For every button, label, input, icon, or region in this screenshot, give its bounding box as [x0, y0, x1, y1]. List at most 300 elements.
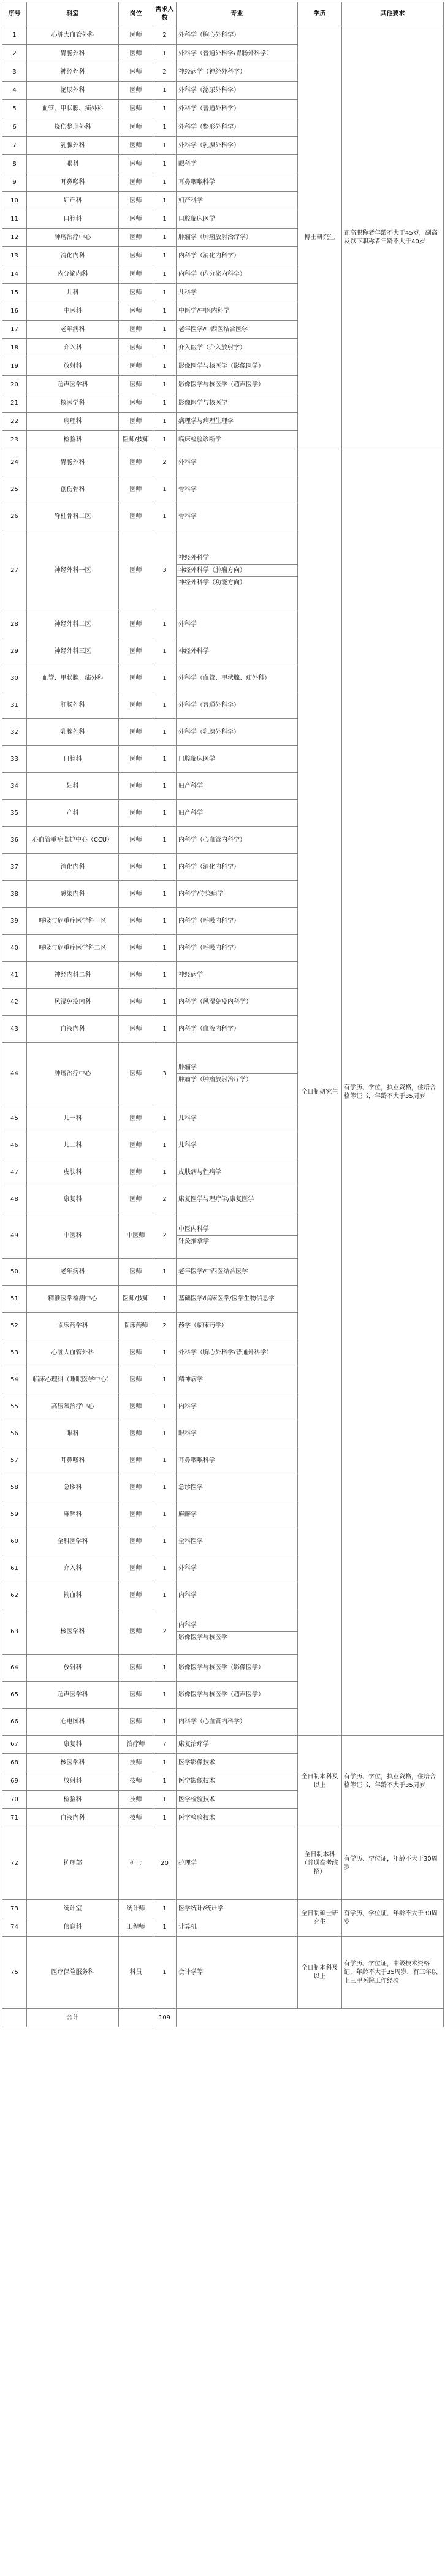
row-count: 2: [153, 26, 177, 45]
major-line: 临床检验诊断学: [178, 436, 221, 443]
row-number: 65: [2, 1682, 27, 1709]
total-count: 109: [153, 2009, 177, 2027]
row-count: 3: [153, 530, 177, 611]
requirements-cell: 正高职称者年龄不大于45岁，副高及以下职称者年龄不大于40岁: [342, 26, 444, 449]
row-department: 护理部: [27, 1827, 119, 1900]
row-count: 1: [153, 1918, 177, 1937]
row-post: 医师: [119, 1655, 153, 1682]
row-post: 医师: [119, 376, 153, 394]
row-major: [177, 1132, 298, 1159]
row-department: 妇科: [27, 773, 119, 800]
major-line: 皮肤病与性病学: [178, 1168, 221, 1176]
major-line: 老年医学/中西医结合医学: [178, 326, 248, 333]
row-major: [177, 989, 298, 1016]
row-department: 口腔科: [27, 210, 119, 229]
education-cell: 全日制本科（普通高考统招）: [298, 1827, 342, 1900]
row-number: 35: [2, 800, 27, 827]
total-label: 合计: [27, 2009, 119, 2027]
row-major: [177, 1582, 298, 1609]
row-major: [177, 1918, 298, 1937]
row-number: 48: [2, 1186, 27, 1213]
row-major: [177, 1213, 298, 1259]
row-major: [177, 229, 298, 247]
row-department: 神经外科一区: [27, 530, 119, 611]
row-number: 61: [2, 1555, 27, 1582]
requirements-cell: 有学历、学位，执业资格，住培合格等证书，年龄不大于35周岁: [342, 449, 444, 1736]
row-number: 38: [2, 881, 27, 908]
row-department: 烧伤整形外科: [27, 118, 119, 137]
row-count: 1: [153, 989, 177, 1016]
row-post: 医师: [119, 118, 153, 137]
major-line: 儿科学: [178, 289, 197, 296]
row-department: 消化内科: [27, 247, 119, 265]
row-number: 33: [2, 746, 27, 773]
major-line-3: 神经外科学（功能方向）: [177, 576, 297, 587]
row-post: 医师: [119, 503, 153, 530]
row-number: 66: [2, 1709, 27, 1736]
major-line: 内科学（内分泌内科学）: [178, 270, 246, 278]
row-count: 1: [153, 302, 177, 321]
major-line: 医学统计/统计学: [178, 1905, 224, 1912]
row-post: 中医师: [119, 1213, 153, 1259]
row-number: 4: [2, 82, 27, 100]
row-department: 检验科: [27, 431, 119, 449]
total-post: [119, 2009, 153, 2027]
row-department: 肿瘤治疗中心: [27, 1043, 119, 1105]
row-number: 47: [2, 1159, 27, 1186]
row-major: [177, 1105, 298, 1132]
row-count: 1: [153, 100, 177, 118]
row-department: 统计室: [27, 1900, 119, 1918]
row-department: 儿一科: [27, 1105, 119, 1132]
row-count: 2: [153, 1313, 177, 1339]
row-department: 眼科: [27, 1420, 119, 1447]
row-major: [177, 1366, 298, 1393]
row-major: [177, 449, 298, 476]
row-count: 1: [153, 82, 177, 100]
row-post: 医师: [119, 284, 153, 302]
row-count: 1: [153, 665, 177, 692]
row-department: 耳鼻喉科: [27, 173, 119, 192]
row-number: 67: [2, 1736, 27, 1754]
row-post: 医师: [119, 321, 153, 339]
row-count: 1: [153, 118, 177, 137]
row-department: 全科医学科: [27, 1528, 119, 1555]
row-count: 1: [153, 210, 177, 229]
row-department: 血管、甲状腺、疝外科: [27, 100, 119, 118]
row-post: 医师: [119, 1582, 153, 1609]
row-major: [177, 321, 298, 339]
total-rest: [177, 2009, 444, 2027]
row-major: [177, 1501, 298, 1528]
row-post: 医师: [119, 1043, 153, 1105]
row-department: 信息科: [27, 1918, 119, 1937]
major-line: 会计学等: [178, 1968, 203, 1976]
major-line: 儿科学: [178, 1115, 197, 1122]
row-major: [177, 431, 298, 449]
row-post: 医师: [119, 881, 153, 908]
row-count: 20: [153, 1827, 177, 1900]
row-department: 核医学科: [27, 1754, 119, 1772]
major-line: 基础医学/临床医学/医学生物信息学: [178, 1295, 275, 1302]
row-department: 胃肠外科: [27, 45, 119, 63]
table-row: [2, 1900, 444, 1918]
row-major: [177, 1447, 298, 1474]
row-count: 2: [153, 1213, 177, 1259]
row-department: 产科: [27, 800, 119, 827]
major-line: 骨科学: [178, 486, 197, 493]
row-department: 泌尿外科: [27, 82, 119, 100]
row-number: 29: [2, 638, 27, 665]
row-number: 50: [2, 1259, 27, 1286]
row-count: 1: [153, 1105, 177, 1132]
row-department: 病理科: [27, 413, 119, 431]
row-number: 28: [2, 611, 27, 638]
row-major: [177, 63, 298, 82]
row-post: 医师: [119, 692, 153, 719]
row-post: 技师: [119, 1772, 153, 1791]
requirements-cell: 有学历、学位，执业资格，住培合格等证书，年龄不大于35周岁: [342, 1736, 444, 1827]
row-department: 放射科: [27, 1655, 119, 1682]
row-number: 13: [2, 247, 27, 265]
row-major: [177, 1339, 298, 1366]
education-cell: 博士研究生: [298, 26, 342, 449]
row-post: 医师: [119, 719, 153, 746]
row-number: 34: [2, 773, 27, 800]
row-department: 医疗保险服务科: [27, 1937, 119, 2009]
row-count: 1: [153, 1016, 177, 1043]
row-number: 17: [2, 321, 27, 339]
row-post: 医师: [119, 962, 153, 989]
row-count: 2: [153, 1186, 177, 1213]
major-line: 医学检验技术: [178, 1796, 215, 1803]
row-major: [177, 173, 298, 192]
row-post: 医师: [119, 1016, 153, 1043]
row-post: 医师: [119, 449, 153, 476]
row-count: 1: [153, 827, 177, 854]
major-line: 外科学（乳腺外科学）: [178, 728, 240, 736]
row-major: [177, 638, 298, 665]
requirements-cell: 有学历、学位证，年龄不大于30周岁: [342, 1900, 444, 1937]
row-count: 1: [153, 1682, 177, 1709]
row-number: 20: [2, 376, 27, 394]
row-number: 27: [2, 530, 27, 611]
row-department: 呼吸与危重症医学科一区: [27, 908, 119, 935]
row-post: 医师: [119, 989, 153, 1016]
major-line: 肿瘤学: [178, 1064, 197, 1071]
major-line: 影像医学与核医学（超声医学）: [178, 1691, 264, 1698]
row-number: 69: [2, 1772, 27, 1791]
row-major: [177, 935, 298, 962]
row-number: 9: [2, 173, 27, 192]
row-number: 21: [2, 394, 27, 413]
row-post: 医师: [119, 1259, 153, 1286]
row-department: 中医科: [27, 302, 119, 321]
row-post: 医师: [119, 530, 153, 611]
row-post: 医师: [119, 1366, 153, 1393]
table-row: [2, 1736, 444, 1754]
major-line: 中医内科学: [178, 1225, 209, 1233]
row-number: 2: [2, 45, 27, 63]
education-cell: 全日制本科及以上: [298, 1937, 342, 2009]
row-count: 1: [153, 935, 177, 962]
row-department: 介入科: [27, 1555, 119, 1582]
row-major: [177, 1286, 298, 1313]
row-count: 1: [153, 1159, 177, 1186]
major-line: 康复治疗学: [178, 1740, 209, 1748]
row-number: 49: [2, 1213, 27, 1259]
major-line: 内科学（心血管内科学）: [178, 836, 246, 844]
row-major: [177, 530, 298, 611]
row-number: 52: [2, 1313, 27, 1339]
row-post: 医师/技师: [119, 431, 153, 449]
row-major: [177, 1528, 298, 1555]
row-count: 1: [153, 1754, 177, 1772]
row-department: 口腔科: [27, 746, 119, 773]
header-number: 序号: [2, 2, 27, 26]
major-line: 老年医学/中西医结合医学: [178, 1268, 248, 1275]
row-major: [177, 1791, 298, 1809]
row-number: 44: [2, 1043, 27, 1105]
row-major: [177, 118, 298, 137]
row-major: [177, 394, 298, 413]
row-number: 58: [2, 1474, 27, 1501]
row-department: 中医科: [27, 1213, 119, 1259]
row-post: 医师: [119, 1555, 153, 1582]
row-post: 护士: [119, 1827, 153, 1900]
row-number: 53: [2, 1339, 27, 1366]
row-major: [177, 1420, 298, 1447]
row-post: 医师: [119, 229, 153, 247]
row-major: [177, 503, 298, 530]
row-major: [177, 1555, 298, 1582]
major-line: 外科学: [178, 459, 197, 466]
row-department: 心电图科: [27, 1709, 119, 1736]
row-post: 医师: [119, 1528, 153, 1555]
row-number: 70: [2, 1791, 27, 1809]
row-department: 皮肤科: [27, 1159, 119, 1186]
row-count: 1: [153, 1259, 177, 1286]
row-post: 医师: [119, 1420, 153, 1447]
table-row: [2, 1937, 444, 2009]
row-number: 68: [2, 1754, 27, 1772]
major-line: 内科学（风湿免疫内科学）: [178, 998, 252, 1005]
row-number: 3: [2, 63, 27, 82]
row-department: 妇产科: [27, 192, 119, 210]
row-post: 医师: [119, 302, 153, 321]
row-major: [177, 962, 298, 989]
row-department: 康复科: [27, 1186, 119, 1213]
row-major: [177, 692, 298, 719]
major-line: 外科学（乳腺外科学）: [178, 142, 240, 149]
major-line: 影像医学与核医学: [178, 399, 227, 406]
major-line: 外科学（普通外科学/胃肠外科学）: [178, 50, 273, 57]
row-major: [177, 26, 298, 45]
row-post: 医师: [119, 800, 153, 827]
major-line: 医学影像技术: [178, 1759, 215, 1766]
row-post: 医师: [119, 1682, 153, 1709]
row-count: 1: [153, 1555, 177, 1582]
row-count: 1: [153, 1791, 177, 1809]
row-major: [177, 665, 298, 692]
row-number: 31: [2, 692, 27, 719]
row-count: 1: [153, 503, 177, 530]
header-count: 需求人数: [153, 2, 177, 26]
major-line: 肿瘤学（肿瘤放射治疗学）: [178, 234, 252, 241]
major-line: 内科学（血液内科学）: [178, 1025, 240, 1032]
row-number: 63: [2, 1609, 27, 1655]
row-count: 1: [153, 1286, 177, 1313]
row-department: 神经内科二科: [27, 962, 119, 989]
row-department: 神经外科二区: [27, 611, 119, 638]
row-major: [177, 100, 298, 118]
row-department: 儿科: [27, 284, 119, 302]
row-count: 1: [153, 431, 177, 449]
table-body: [2, 26, 444, 2027]
row-number: 36: [2, 827, 27, 854]
row-count: 1: [153, 376, 177, 394]
major-line: 外科学（血管、甲状腺、疝外科）: [178, 674, 270, 682]
row-major: [177, 1043, 298, 1105]
row-number: 8: [2, 155, 27, 173]
row-major: [177, 1736, 298, 1754]
row-post: 医师: [119, 357, 153, 376]
row-count: 1: [153, 746, 177, 773]
row-post: 治疗师: [119, 1736, 153, 1754]
row-post: 医师: [119, 155, 153, 173]
row-number: 72: [2, 1827, 27, 1900]
row-major: [177, 1259, 298, 1286]
row-count: 1: [153, 800, 177, 827]
row-post: 医师: [119, 935, 153, 962]
row-post: 医师: [119, 1159, 153, 1186]
row-post: 医师: [119, 26, 153, 45]
row-department: 麻醉科: [27, 1501, 119, 1528]
row-count: 1: [153, 1809, 177, 1827]
row-number: 40: [2, 935, 27, 962]
row-count: 1: [153, 1474, 177, 1501]
row-count: 1: [153, 1528, 177, 1555]
row-post: 医师/技师: [119, 1286, 153, 1313]
row-post: 医师: [119, 63, 153, 82]
row-post: 技师: [119, 1809, 153, 1827]
row-post: 医师: [119, 339, 153, 357]
major-line: 内科学（消化内科学）: [178, 252, 240, 259]
table-header-row: [2, 2, 444, 26]
row-department: 乳腺外科: [27, 719, 119, 746]
major-line: 外科学（整形外科学）: [178, 123, 240, 131]
row-number: 5: [2, 100, 27, 118]
major-line: 耳鼻咽喉科学: [178, 178, 215, 186]
major-line-2: 肿瘤学（肿瘤放射治疗学）: [177, 1073, 297, 1084]
major-line: 药学（临床药学）: [178, 1322, 227, 1329]
major-line: 中医学/中医内科学: [178, 307, 230, 314]
row-count: 1: [153, 284, 177, 302]
row-count: 1: [153, 339, 177, 357]
row-number: 25: [2, 476, 27, 503]
row-count: 1: [153, 1393, 177, 1420]
row-department: 老年病科: [27, 1259, 119, 1286]
row-number: 19: [2, 357, 27, 376]
major-line: 神经外科学: [178, 554, 209, 562]
row-post: 医师: [119, 265, 153, 284]
row-count: 1: [153, 45, 177, 63]
row-department: 超声医学科: [27, 1682, 119, 1709]
row-count: 1: [153, 192, 177, 210]
major-line: 外科学（胸心外科学/普通外科学）: [178, 1349, 273, 1356]
major-line: 眼科学: [178, 160, 197, 167]
row-major: [177, 1655, 298, 1682]
major-line-2: 影像医学与核医学: [177, 1631, 297, 1642]
row-department: 脊柱骨科二区: [27, 503, 119, 530]
row-count: 1: [153, 265, 177, 284]
major-line: 妇产科学: [178, 809, 203, 817]
table-row: [2, 26, 444, 45]
row-post: 医师: [119, 413, 153, 431]
row-major: [177, 1474, 298, 1501]
row-count: 1: [153, 1709, 177, 1736]
major-line: 外科学: [178, 620, 197, 628]
major-line: 骨科学: [178, 513, 197, 520]
row-department: 核医学科: [27, 1609, 119, 1655]
row-department: 检验科: [27, 1791, 119, 1809]
row-department: 风湿免疫内科: [27, 989, 119, 1016]
major-line: 内科学: [178, 1403, 197, 1410]
row-major: [177, 611, 298, 638]
row-post: 医师: [119, 1609, 153, 1655]
row-major: [177, 1827, 298, 1900]
header-education: 学历: [298, 2, 342, 26]
row-major: [177, 827, 298, 854]
row-department: 超声医学科: [27, 376, 119, 394]
row-number: 54: [2, 1366, 27, 1393]
major-line: 麻醉学: [178, 1511, 197, 1518]
row-number: 60: [2, 1528, 27, 1555]
major-line: 病理学与病理生理学: [178, 417, 234, 425]
row-number: 23: [2, 431, 27, 449]
row-count: 1: [153, 476, 177, 503]
row-post: 医师: [119, 746, 153, 773]
row-count: 2: [153, 1609, 177, 1655]
education-cell: 全日制硕士研究生: [298, 1900, 342, 1937]
row-count: 1: [153, 881, 177, 908]
row-major: [177, 302, 298, 321]
major-line: 全科医学: [178, 1538, 203, 1545]
row-count: 1: [153, 1582, 177, 1609]
major-line: 内科学（呼吸内科学）: [178, 917, 240, 924]
major-line-2: 针灸推拿学: [177, 1235, 297, 1246]
row-post: 医师: [119, 611, 153, 638]
row-department: 放射科: [27, 1772, 119, 1791]
row-post: 医师: [119, 1709, 153, 1736]
row-department: 胃肠外科: [27, 449, 119, 476]
major-line: 护理学: [178, 1859, 197, 1867]
row-department: 神经外科三区: [27, 638, 119, 665]
row-number: 51: [2, 1286, 27, 1313]
row-number: 64: [2, 1655, 27, 1682]
row-count: 1: [153, 1366, 177, 1393]
row-department: 创伤骨科: [27, 476, 119, 503]
row-count: 1: [153, 173, 177, 192]
row-department: 乳腺外科: [27, 137, 119, 155]
row-department: 血管、甲状腺、疝外科: [27, 665, 119, 692]
row-number: 30: [2, 665, 27, 692]
row-post: 医师: [119, 476, 153, 503]
requirements-cell: 有学历、学位证，年龄不大于30周岁: [342, 1827, 444, 1900]
row-post: 统计师: [119, 1900, 153, 1918]
row-department: 血液内科: [27, 1809, 119, 1827]
row-department: 康复科: [27, 1736, 119, 1754]
